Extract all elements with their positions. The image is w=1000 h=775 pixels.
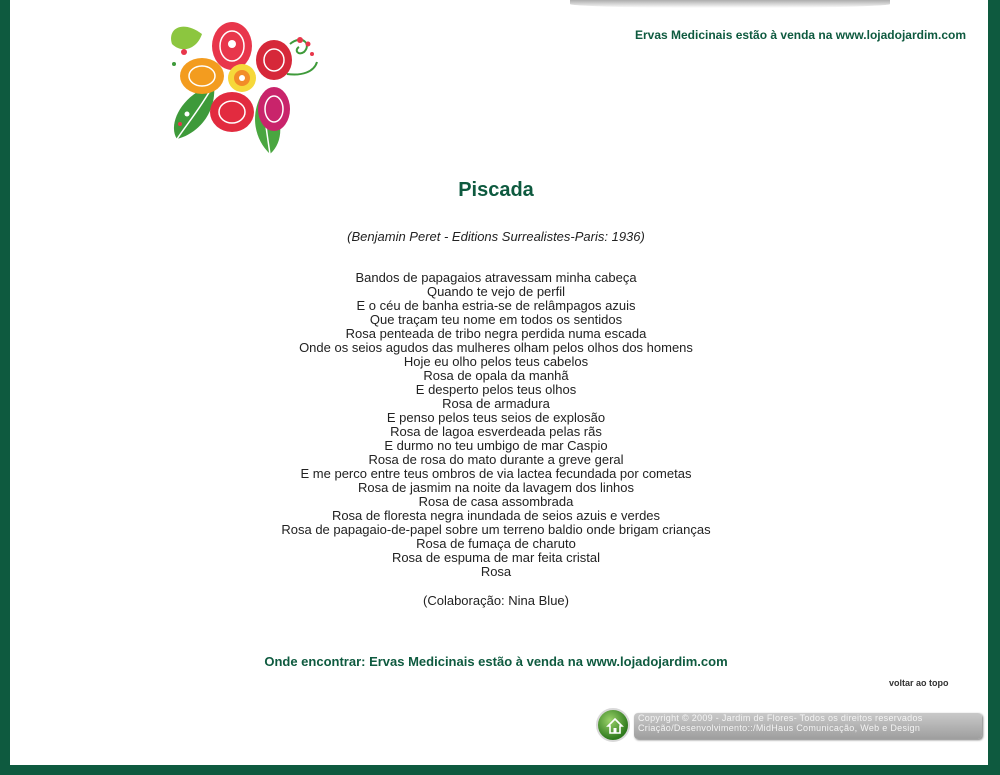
poem-line: Rosa de armadura (442, 396, 550, 411)
poem-line: Onde os seios agudos das mulheres olham pelos olhos dos homens (299, 340, 693, 355)
collaboration-credit: (Colaboração: Nina Blue) (423, 593, 569, 608)
poem-body (10, 271, 982, 579)
poem-line: E penso pelos teus seios de explosão (386, 410, 606, 425)
flower-logo-icon[interactable] (162, 14, 322, 156)
poem-source: (Benjamin Peret - Editions Surrealistes-Paris: 1936) (347, 229, 645, 244)
credits-text-bar (634, 713, 982, 739)
developer-credit-text: Criação/Desenvolvimento::/MidHaus Comunicação, Web e Design (638, 723, 921, 733)
copyright-text: Copyright © 2009 - Jardim de Flores- Todos os direitos reservados (638, 713, 923, 723)
poem-line: Rosa de espuma de mar feita cristal (391, 550, 601, 565)
page-title: Piscada (458, 179, 534, 201)
poem-line: Rosa de floresta negra inundada de seios azuis e verdes (331, 508, 661, 523)
poem-line: Rosa penteada de tribo negra perdida numa escada (345, 326, 647, 341)
page-container (10, 0, 988, 765)
poem-line: Rosa de opala da manhã (423, 368, 569, 383)
credits-banner[interactable] (596, 708, 984, 744)
top-shadow-decoration (570, 0, 890, 8)
poem-line: Quando te vejo de perfil (426, 284, 566, 299)
poem-line: Rosa (480, 564, 512, 579)
poem-line: Rosa de papagaio-de-papel sobre um terreno baldio onde brigam crianças (281, 522, 711, 537)
store-link-header[interactable]: Ervas Medicinais estão à venda na www.lojadojardim.com (634, 28, 966, 42)
poem-line: Rosa de jasmim na noite da lavagem dos linhos (357, 480, 635, 495)
poem-line: Rosa de lagoa esverdeada pelas rãs (390, 424, 602, 439)
store-link-footer[interactable]: Onde encontrar: Ervas Medicinais estão à venda na www.lojadojardim.com (264, 654, 728, 669)
poem-line: Rosa de casa assombrada (418, 494, 574, 509)
poem-line: Que traçam teu nome em todos os sentidos (369, 312, 623, 327)
poem-line: Bandos de papagaios atravessam minha cabeça (355, 270, 637, 285)
back-to-top-link[interactable]: voltar ao topo (889, 678, 949, 688)
poem-line: E durmo no teu umbigo de mar Caspio (384, 438, 608, 453)
poem-line: Rosa de rosa do mato durante a greve geral (368, 452, 624, 467)
poem-line: Hoje eu olho pelos teus cabelos (403, 354, 589, 369)
poem-line: E o céu de banha estria-se de relâmpagos azuis (356, 298, 636, 313)
house-icon[interactable] (596, 708, 630, 742)
poem-line: E desperto pelos teus olhos (415, 382, 577, 397)
poem-line: E me perco entre teus ombros de via lactea fecundada por cometas (300, 466, 692, 481)
poem-line: Rosa de fumaça de charuto (416, 536, 576, 551)
